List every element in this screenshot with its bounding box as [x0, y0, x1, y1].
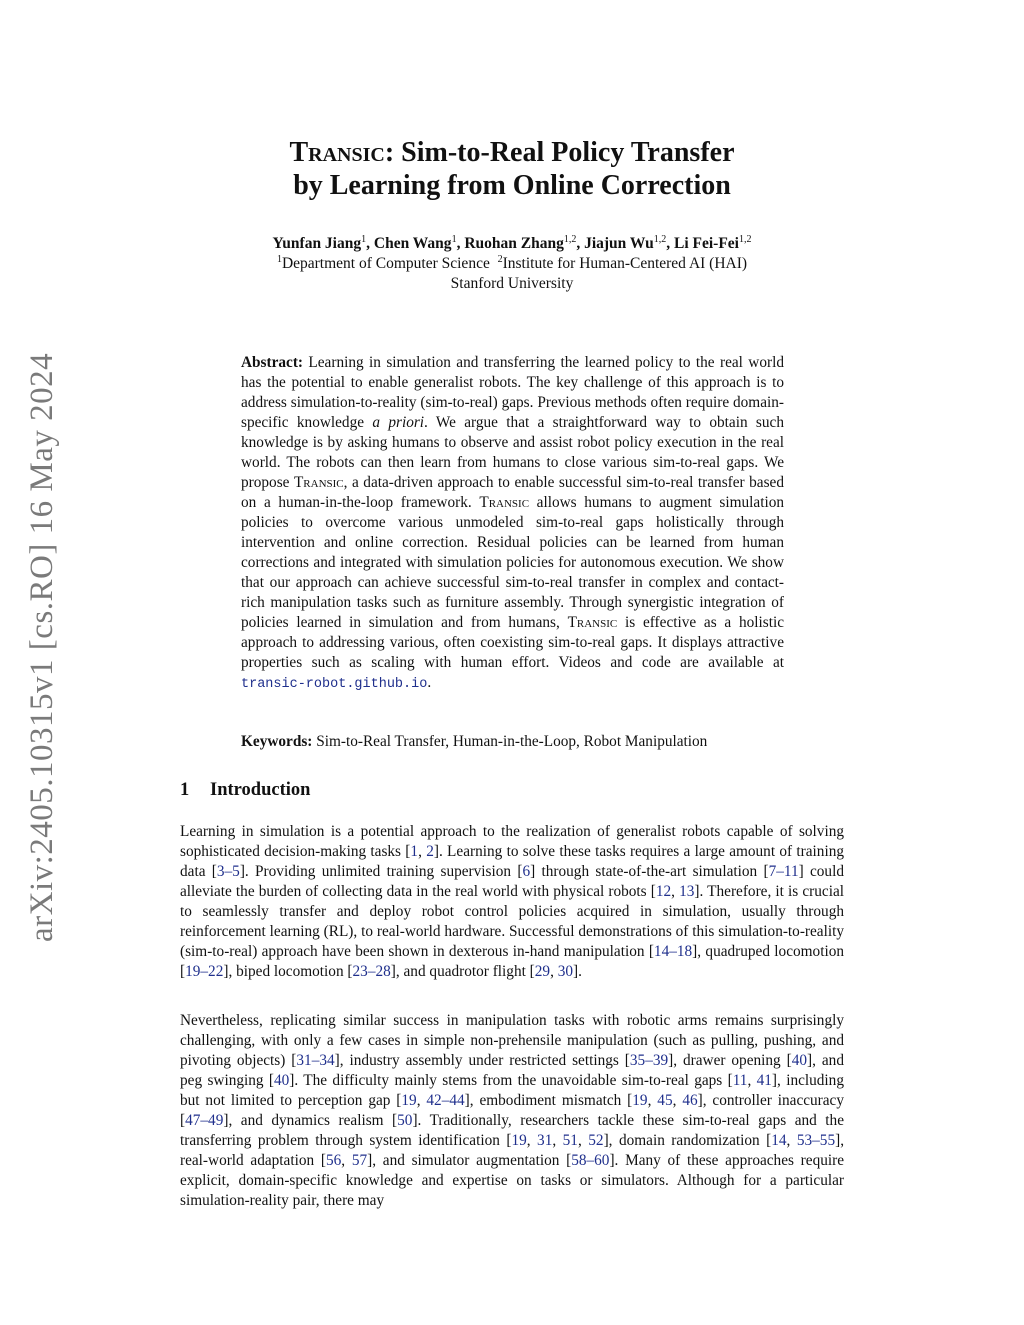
citation-link[interactable]: 3–5 [216, 863, 240, 880]
method-name: Transic [567, 614, 618, 631]
abstract-text: Learning in simulation and transferring the learned policy to the real world has the potential to enable generalist robots. The key challenge of this approach is to address simulation-to-reality (sim-to-real) gaps. Previous methods often require domain-specific knowledge [241, 354, 784, 431]
citation-link[interactable]: 35–39 [629, 1052, 669, 1069]
affiliation-mark: 2 [497, 254, 503, 265]
author-name: Jiajun Wu [584, 235, 654, 252]
paragraph-text: , [341, 1152, 352, 1169]
affiliation-mark: 1 [361, 234, 367, 245]
abstract-label: Abstract: [241, 354, 304, 371]
citation-link[interactable]: 47–49 [185, 1112, 224, 1129]
paragraph-text: ]. Learning to solve these tasks requires a large amount of training data [ [180, 843, 844, 880]
author-name: Ruohan Zhang [464, 235, 564, 252]
citation-link[interactable]: 53–55 [796, 1132, 836, 1149]
paragraph-text: , [786, 1132, 797, 1149]
author-name: Yunfan Jiang [272, 235, 362, 252]
paragraph-text: ], drawer opening [ [668, 1052, 792, 1069]
section-title: Introduction [210, 780, 311, 800]
paragraph-text: , [671, 883, 680, 900]
affiliation-2: Institute for Human-Centered AI (HAI) [502, 255, 748, 272]
paragraph-text: , [418, 843, 427, 860]
paragraph-text: , [647, 1092, 658, 1109]
method-name: Transic [289, 137, 385, 168]
paragraph-text: , [526, 1132, 538, 1149]
paper-title [180, 136, 844, 202]
project-url-link[interactable]: transic-robot.github.io [241, 677, 428, 692]
intro-paragraph-1 [180, 822, 844, 982]
abstract [241, 353, 784, 695]
citation-link[interactable]: 29 [534, 963, 551, 980]
paragraph-text: ]. Traditionally, researchers tackle these sim-to-real gaps and the transferring problem through system identification [ [180, 1112, 844, 1149]
paragraph-text: ], real-world adaptation [ [180, 1132, 845, 1169]
citation-link[interactable]: 40 [274, 1072, 290, 1089]
paragraph-text: ]. The difficulty mainly stems from the unavoidable sim-to-real gaps [ [289, 1072, 733, 1089]
citation-link[interactable]: 14 [771, 1132, 787, 1149]
citation-link[interactable]: 41 [756, 1072, 772, 1089]
paragraph-text: , [747, 1072, 757, 1089]
citation-link[interactable]: 1 [410, 843, 419, 860]
citation-link[interactable]: 2 [426, 843, 434, 860]
title-line-2: by Learning from Online Correction [293, 170, 731, 201]
citation-link[interactable]: 31 [537, 1132, 553, 1149]
author-name: Chen Wang [373, 235, 452, 252]
paragraph-text: Nevertheless, replicating similar success in manipulation tasks with robotic arms remains surprisingly challenging, with only a few cases in simple non-prehensile manipulation (such as pulling, pushing, and pivoting objects) [ [180, 1012, 844, 1069]
arxiv-identifier-stamp: arXiv:2405.10315v1 [cs.RO] 16 May 2024 [24, 352, 60, 942]
affiliation-mark: 1,2 [653, 234, 667, 245]
affiliation-1: Department of Computer Science [281, 255, 490, 272]
section-number: 1 [180, 780, 190, 800]
paragraph-text: ], controller inaccuracy [ [180, 1092, 844, 1129]
paragraph-text: ], industry assembly under restricted settings [ [334, 1052, 630, 1069]
method-name: Transic [479, 494, 530, 511]
paragraph-text: , [550, 963, 558, 980]
abstract-text: , a data-driven approach to enable successful sim-to-real transfer based on a human-in-the-loop framework. [241, 474, 784, 511]
author-names: Yunfan Jiang$^1$, Chen Wang$^1$, Ruohan Zhang$^{1,2}$, Jiajun Wu$^{1,2}$, Li Fei-Fei$^{1,2}$ [272, 234, 752, 252]
affiliation-mark: 1 [451, 234, 457, 245]
citation-link[interactable]: 19 [632, 1092, 648, 1109]
paragraph-text: ]. Therefore, it is crucial to seamlessly transfer and deploy robot control policies acquired in simulation, usually through reinforcement learning (RL), to real-world hardware. Successful demonstrations of this simulation-to-reality (sim-to-real) approach have been shown in dexterous in-hand manipulation [ [180, 883, 844, 960]
citation-link[interactable]: 46 [682, 1092, 698, 1109]
paragraph-text: ], and simulator augmentation [ [367, 1152, 572, 1169]
affiliation-mark: 1 [276, 254, 282, 265]
paragraph-text: ], quadruped locomotion [ [180, 943, 844, 980]
author-name: Li Fei-Fei [673, 235, 739, 252]
affiliation-mark: 1,2 [738, 234, 752, 245]
title-line-1-rest: : Sim-to-Real Policy Transfer [384, 137, 735, 168]
paragraph-text: ]. Many of these approaches require explicit, domain-specific knowledge and expertise on tasks or simulators. Although for a particular simulation-reality pair, there may [180, 1152, 844, 1209]
citation-link[interactable]: 57 [351, 1152, 368, 1169]
citation-link[interactable]: 7–11 [768, 863, 799, 880]
citation-link[interactable]: 42–44 [426, 1092, 465, 1109]
citation-link[interactable]: 50 [397, 1112, 413, 1129]
paragraph-text: , [416, 1092, 427, 1109]
paragraph-text: ], and quadrotor flight [ [390, 963, 535, 980]
paragraph-text: ]. Providing unlimited training supervision [ [239, 863, 523, 880]
citation-link[interactable]: 14–18 [653, 943, 693, 960]
university: Stanford University [450, 275, 574, 292]
citation-link[interactable]: 51 [562, 1132, 578, 1149]
citation-link[interactable]: 56 [325, 1152, 342, 1169]
citation-link[interactable]: 58–60 [571, 1152, 610, 1169]
paragraph-text: ], embodiment mismatch [ [464, 1092, 633, 1109]
citation-link[interactable]: 19 [511, 1132, 527, 1149]
paragraph-text: , [577, 1132, 589, 1149]
paragraph-text: ], and dynamics realism [ [223, 1112, 398, 1129]
paragraph-text: ] through state-of-the-art simulation [ [530, 863, 769, 880]
citation-link[interactable]: 40 [791, 1052, 808, 1069]
paragraph-text: ] could alleviate the burden of collecting data in the real world with physical robots [ [180, 863, 844, 900]
abstract-italic: a priori [372, 414, 425, 431]
citation-link[interactable]: 12 [655, 883, 672, 900]
author-block [180, 234, 844, 294]
citation-link[interactable]: 19 [401, 1092, 417, 1109]
paragraph-text: ], domain randomization [ [603, 1132, 772, 1149]
paragraph-text: Learning in simulation is a potential approach to the realization of generalist robots capable of solving sophisticated decision-making tasks [ [180, 823, 844, 860]
affiliation-mark: 1,2 [563, 234, 577, 245]
section-heading [180, 778, 310, 802]
paragraph-text: ], biped locomotion [ [223, 963, 353, 980]
citation-link[interactable]: 6 [522, 863, 531, 880]
abstract-text: is effective as a holistic approach to addressing various, often coexisting sim-to-real gaps. It displays attractive properties such as scaling with human effort. Videos and code are available at [241, 614, 784, 671]
abstract-text: allows humans to augment simulation policies to overcome various unmodeled sim-to-real gaps holistically through intervention and online correction. Residual policies can be learned from human corrections and integrated with simulation policies for autonomous execution. We show that our approach can achieve successful sim-to-real transfer in complex and contact-rich manipulation tasks such as furniture assembly. Through synergistic integration of policies learned in simulation and from humans, [241, 494, 784, 631]
title-line-1 [180, 136, 844, 169]
keywords-label: Keywords: [241, 733, 313, 750]
method-name: Transic [293, 474, 344, 491]
citation-link[interactable]: 31–34 [296, 1052, 335, 1069]
paragraph-text: ], and peg swinging [ [180, 1052, 844, 1089]
affiliations [180, 254, 844, 274]
citation-link[interactable]: 30 [557, 963, 574, 980]
keywords [241, 732, 784, 752]
keywords-text: Sim-to-Real Transfer, Human-in-the-Loop, Robot Manipulation [316, 733, 708, 750]
abstract-text: . [427, 674, 432, 691]
citation-link[interactable]: 11 [732, 1072, 748, 1089]
citation-link[interactable]: 23–28 [352, 963, 391, 980]
citation-link[interactable]: 45 [657, 1092, 673, 1109]
citation-link[interactable]: 19–22 [185, 963, 224, 980]
citation-link[interactable]: 13 [679, 883, 695, 900]
paragraph-text: ], including but not limited to perception gap [ [180, 1072, 844, 1109]
abstract-text: . We argue that a straightforward way to obtain such knowledge is by asking humans to observe and assist robot policy execution in the real world. The robots can then learn from humans to close various sim-to-real gaps. We propose [241, 414, 784, 491]
paragraph-text: , [552, 1132, 563, 1149]
citation-link[interactable]: 52 [588, 1132, 604, 1149]
intro-paragraph-2 [180, 1011, 844, 1211]
paragraph-text: , [672, 1092, 683, 1109]
paragraph-text: ]. [573, 963, 582, 980]
